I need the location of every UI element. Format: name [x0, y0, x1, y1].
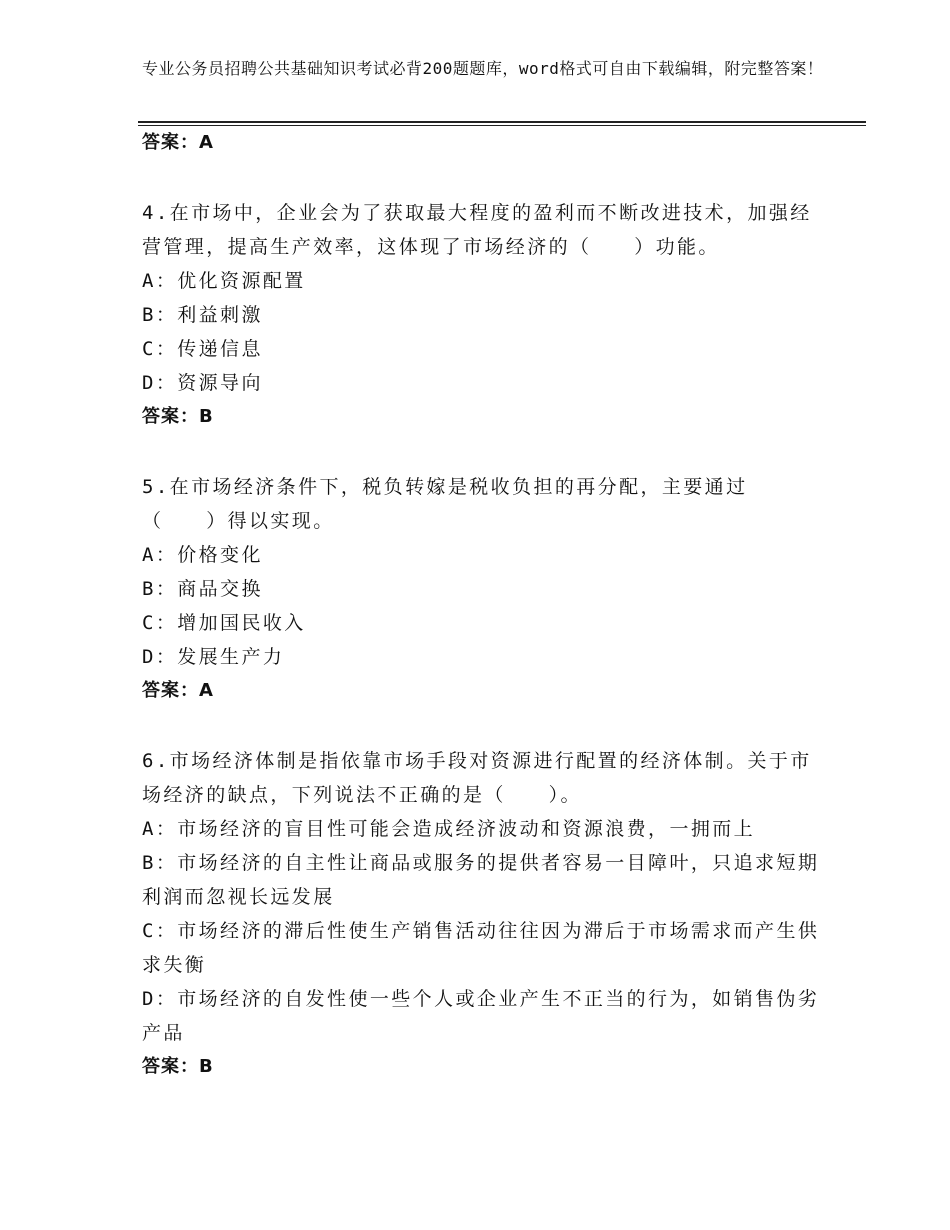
question-stem: 5.在市场经济条件下，税负转嫁是税收负担的再分配，主要通过（ ）得以实现。 [142, 476, 748, 532]
header-rule-thick [138, 121, 866, 123]
question-stem: 6.市场经济体制是指依靠市场手段对资源进行配置的经济体制。关于市场经济的缺点，下列说法不正确的是（ ）。 [142, 750, 812, 806]
question-block [142, 196, 822, 434]
option-c: C：传递信息 [142, 338, 263, 360]
question-block [142, 470, 822, 708]
question-block [142, 744, 822, 1084]
answer-label: 答案：B [142, 1056, 214, 1077]
answer-label: 答案：A [142, 132, 214, 153]
page-header: 专业公务员招聘公共基础知识考试必背200题题库，word格式可自由下载编辑，附完整答案！ [142, 59, 824, 78]
option-b: B：商品交换 [142, 578, 263, 600]
option-c: C：增加国民收入 [142, 612, 306, 634]
answer-label: 答案：A [142, 680, 214, 701]
option-c: C：市场经济的滞后性使生产销售活动往往因为滞后于市场需求而产生供求失衡 [142, 920, 820, 976]
answer-label: 答案：B [142, 406, 214, 427]
question-stem: 4.在市场中，企业会为了获取最大程度的盈利而不断改进技术，加强经营管理，提高生产效率，这体现了市场经济的（ ）功能。 [142, 202, 812, 258]
document-content [142, 126, 822, 1084]
option-a: A：价格变化 [142, 544, 263, 566]
option-d: D：发展生产力 [142, 646, 285, 668]
option-b: B：利益刺激 [142, 304, 263, 326]
option-a: A：优化资源配置 [142, 270, 306, 292]
option-d: D：市场经济的自发性使一些个人或企业产生不正当的行为，如销售伪劣产品 [142, 988, 820, 1044]
option-a: A：市场经济的盲目性可能会造成经济波动和资源浪费，一拥而上 [142, 818, 756, 840]
option-d: D：资源导向 [142, 372, 263, 394]
option-b: B：市场经济的自主性让商品或服务的提供者容易一目障叶，只追求短期利润而忽视长远发展 [142, 852, 820, 908]
